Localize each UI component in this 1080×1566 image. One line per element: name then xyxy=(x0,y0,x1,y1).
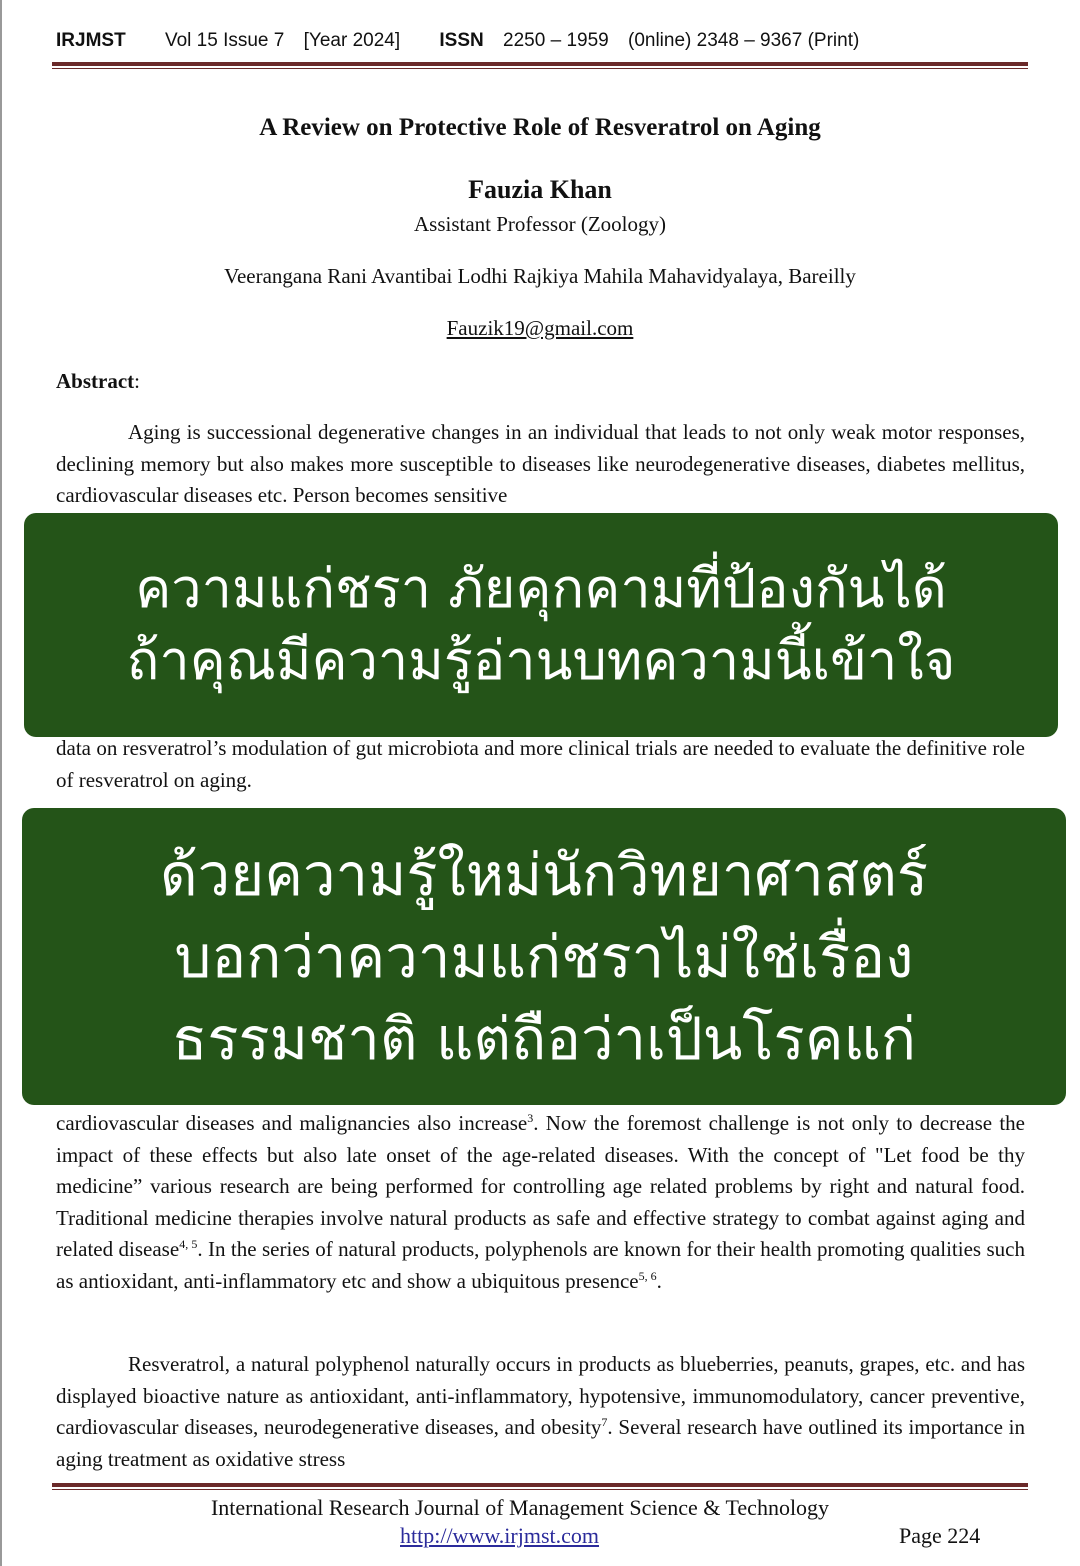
issn-online: (0nline) 2348 – 9367 (Print) xyxy=(628,30,860,51)
author-email[interactable]: Fauzik19@gmail.com xyxy=(446,316,634,340)
issn-value: 2250 – 1959 xyxy=(503,30,609,51)
abstract-text-top: Aging is successional degenerative changes in an individual that leads to not only weak motor responses, declining memory but also makes more susceptible to diseases like neurodegenerative diseases, diabetes mellitus, cardiovascular diseases etc. Person becomes sensitive xyxy=(56,420,1025,507)
author-affiliation: Veerangana Rani Avantibai Lodhi Rajkiya Mahila Mahavidyalaya, Bareilly xyxy=(224,264,856,288)
abstract-text-bottom: data on resveratrol’s modulation of gut microbiota and more clinical trials are needed to evaluate the definitive role of resveratrol on aging. xyxy=(56,736,1025,792)
journal-header xyxy=(56,30,873,52)
banner-2-line-1: ด้วยความรู้ใหม่นักวิทยาศาสตร์ xyxy=(159,840,929,909)
abstract-heading: Abstract: xyxy=(56,369,140,393)
thai-caption-banner-1 xyxy=(24,513,1058,737)
footer-journal-name: International Research Journal of Management Science & Technology xyxy=(210,1495,830,1520)
volume-issue: Vol 15 Issue 7 xyxy=(164,30,285,51)
footer-journal-link[interactable]: http://www.irjmst.com xyxy=(400,1523,600,1548)
banner-1-line-2: ถ้าคุณมีความรู้อ่านบทความนี้เข้าใจ xyxy=(126,629,956,692)
thai-caption-banner-2 xyxy=(22,808,1066,1105)
header-rule xyxy=(52,62,1028,69)
banner-2-line-2: บอกว่าความแก่ชราไม่ใช่เรื่อง xyxy=(174,922,914,991)
footer-rule xyxy=(52,1483,1028,1490)
banner-2-line-3: ธรรมชาติ แต่ถือว่าเป็นโรคแก่ xyxy=(171,1004,916,1073)
author-name: Fauzia Khan xyxy=(468,175,612,204)
year: [Year 2024] xyxy=(303,30,401,51)
article-title: A Review on Protective Role of Resveratrol on Aging xyxy=(259,114,821,141)
banner-1-line-1: ความแก่ชรา ภัยคุกคามที่ป้องกันได้ xyxy=(135,557,947,620)
journal-abbrev: IRJMST xyxy=(56,30,126,51)
footer-page-number: Page 224 xyxy=(899,1523,981,1548)
issn-label: ISSN xyxy=(439,30,484,51)
author-position: Assistant Professor (Zoology) xyxy=(414,212,666,236)
body-paragraph-1: cardiovascular diseases and malignancies also increase$^3$. Now the foremost challenge is not only to decrease the impact of these effects but also late onset of the age-related diseases. With the concept of "Let food be thy medicine” various research are being performed for controlling age related problems by right and natural food. Traditional medicine therapies involve natural products as safe and effective strategy to combat against aging and related disease$^{4, 5}$. In the series of natural products, polyphenols are known for their health promoting qualities such as antioxidant, anti-inflammatory etc and show a ubiquitous presence$^{5, 6}$. xyxy=(56,1111,1025,1293)
body-paragraph-2: Resveratrol, a natural polyphenol naturally occurs in products as blueberries, peanuts, grapes, etc. and has displayed bioactive nature as antioxidant, anti-inflammatory, hypotensive, immunomodulatory, cancer preventive, cardiovascular diseases, neurodegenerative diseases, and obesity$^7$. Several research have outlined its importance in aging treatment as oxidative stress xyxy=(56,1352,1025,1471)
